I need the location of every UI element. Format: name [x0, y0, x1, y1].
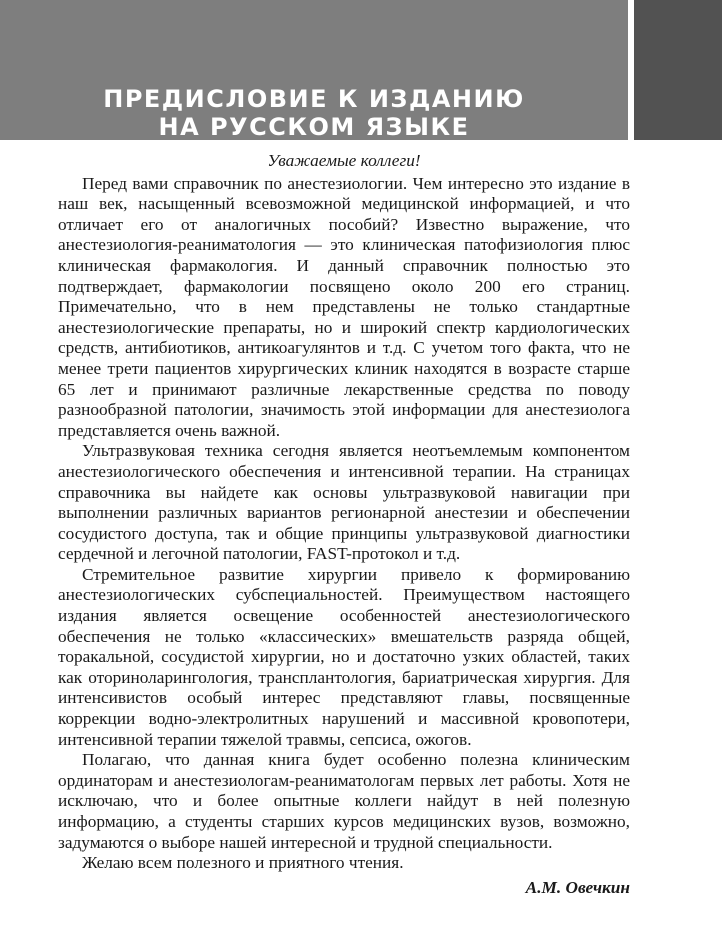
- preface-body: [58, 151, 630, 898]
- paragraph: Ультразвуковая техника сегодня является неотъемлемым компонентом анестезиологического обеспечения и интенсивной терапии. На страницах справочника вы найдете как основы ультразвуковой навигации при выполнении различных вариантов регионарной анестезии и обеспечении сосудистого доступа, так и общие принципы ультразвуковой диагностики сердечной и легочной патологии, FAST-протокол и т.д.: [58, 441, 630, 564]
- paragraph: Полагаю, что данная книга будет особенно полезна клиническим ординаторам и анестезиологам-реаниматологам первых лет работы. Хотя не исключаю, что и более опытные коллеги найдут в ней полезную информацию, а студенты старших курсов медицинских вузов, возможно, задумаются о выборе нашей интересной и трудной специальности.: [58, 750, 630, 852]
- paragraph: Перед вами справочник по анестезиологии. Чем интересно это издание в наш век, насыщенный всевозможной медицинской информацией, и что отличает его от аналогичных пособий? Известно выражение, что анестезиология-реаниматология — это клиническая патофизиология плюс клиническая фармакология. И данный справочник полностью это подтверждает, фармакологии посвящено около 200 его страниц. Примечательно, что в нем представлены не только стандартные анестезиологические препараты, но и широкий спектр кардиологических средств, антибиотиков, антикоагулянтов и т.д. С учетом того факта, что не менее трети пациентов хирургических клиник находятся в возрасте старше 65 лет и принимают различные лекарственные средства по поводу разнообразной патологии, значимость этой информации для анестезиолога представляется очень важной.: [58, 173, 630, 440]
- paragraph: Желаю всем полезного и приятного чтения.: [82, 853, 404, 873]
- page-title: [0, 85, 628, 141]
- chapter-side-tab: [634, 0, 722, 140]
- author-signature: А.М. Овечкин: [525, 877, 630, 897]
- paragraph: Стремительное развитие хирургии привело к формированию анестезиологических субспециальностей. Преимуществом настоящего издания является освещение особенностей анестезиологического обеспечения не только «классических» вмешательств разряда общей, торакальной, сосудистой хирургии, но и достаточно узких областей, таких как оториноларингология, трансплантология, бариатрическая хирургия. Для интенсивистов особый интерес представляют главы, посвященные коррекции водно-электролитных нарушений и массивной кровопотери, интенсивной терапии тяжелой травмы, сепсиса, ожогов.: [58, 564, 630, 749]
- page-title-line-1: ПРЕДИСЛОВИЕ К ИЗДАНИЮ: [103, 85, 525, 113]
- greeting: Уважаемые коллеги!: [267, 151, 421, 170]
- page-title-line-2: НА РУССКОМ ЯЗЫКЕ: [158, 113, 470, 141]
